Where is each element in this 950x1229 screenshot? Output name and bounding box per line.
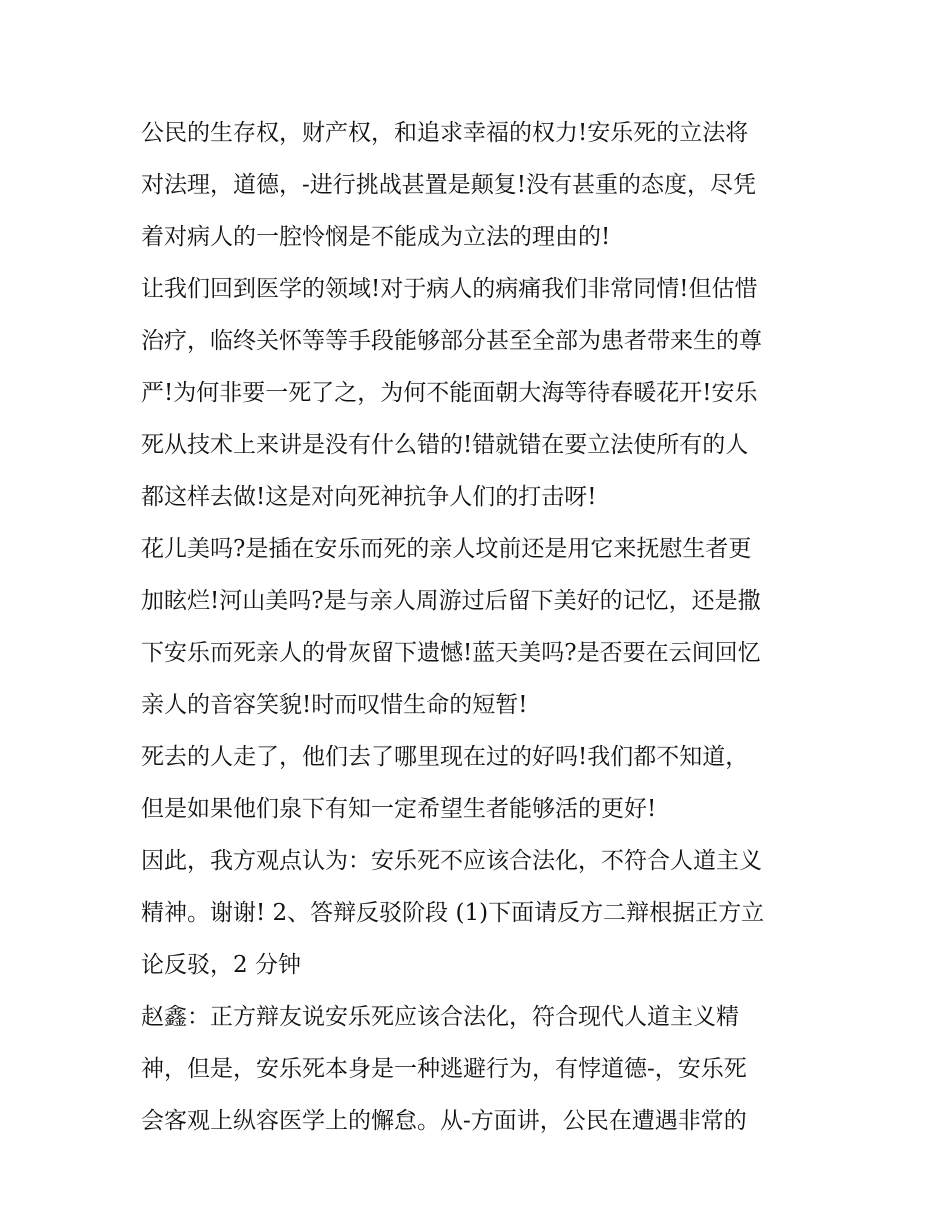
text-line: 都这样去做!这是对向死神抗争人们的打击呀! bbox=[141, 484, 597, 510]
text-line: 加眩烂!河山美吗?是与亲人周游过后留下美好的记忆，还是撒 bbox=[141, 588, 761, 614]
text-line: 下安乐而死亲人的骨灰留下遗憾!蓝天美吗?是否要在云间回忆 bbox=[141, 640, 761, 666]
text-line: 死从技术上来讲是没有什么错的!错就错在要立法使所有的人 bbox=[141, 432, 749, 458]
text-line: 神，但是，安乐死本身是一种逃避行为，有悖道德-，安乐死 bbox=[141, 1056, 747, 1082]
text-line: 会客观上纵容医学上的懈怠。从-方面讲，公民在遭遇非常的 bbox=[141, 1108, 747, 1134]
text-line: 治疗，临终关怀等等手段能够部分甚至全部为患者带来生的尊 bbox=[141, 328, 762, 354]
text-line: 对法理，道德，-进行挑战甚置是颠复!没有甚重的态度，尽凭 bbox=[141, 172, 757, 198]
text-line: 公民的生存权，财产权，和追求幸福的权力!安乐死的立法将 bbox=[141, 120, 749, 146]
text-line: 但是如果他们泉下有知一定希望生者能够活的更好! bbox=[141, 796, 657, 822]
text-line: 精神。谢谢! 2、答辩反驳阶段 (1)下面请反方二辩根据正方立 bbox=[141, 900, 765, 926]
document-body bbox=[141, 107, 831, 1147]
text-line: 赵鑫：正方辩友说安乐死应该合法化，符合现代人道主义精 bbox=[141, 1004, 739, 1030]
text-line: 花儿美吗?是插在安乐而死的亲人坟前还是用它来抚慰生者更 bbox=[141, 536, 752, 562]
text-line: 亲人的音容笑貌!时而叹惜生命的短暂! bbox=[141, 692, 528, 718]
text-line: 严!为何非要一死了之，为何不能面朝大海等待春暖花开!安乐 bbox=[141, 380, 758, 406]
text-line: 着对病人的一腔怜悯是不能成为立法的理由的! bbox=[141, 224, 611, 250]
text-line: 死去的人走了，他们去了哪里现在过的好吗!我们都不知道， bbox=[141, 744, 749, 770]
text-line: 论反驳，2 分钟 bbox=[141, 952, 301, 978]
text-line: 因此，我方观点认为：安乐死不应该合法化，不符合人道主义 bbox=[141, 848, 762, 874]
text-line: 让我们回到医学的领域!对于病人的病痛我们非常同情!但估惜 bbox=[141, 276, 758, 302]
